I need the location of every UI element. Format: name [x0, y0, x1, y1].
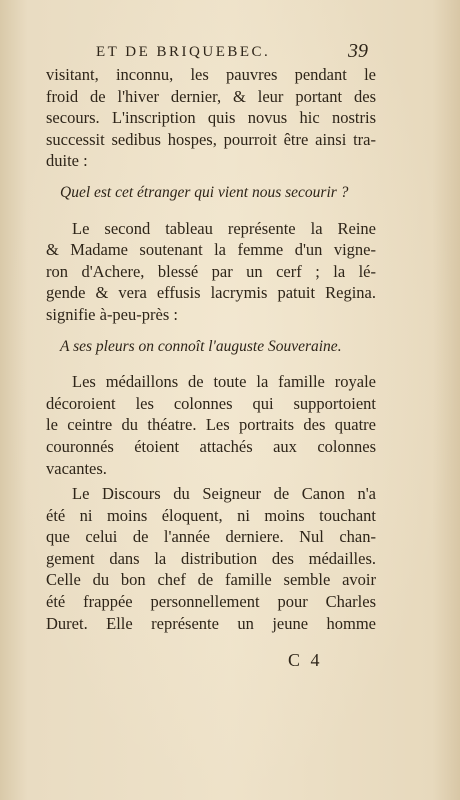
text-line: secours. L'inscription quis novus hic nostris: [46, 108, 376, 128]
text-line: Le Discours du Seigneur de Canon n'a: [72, 484, 376, 504]
text-line: successit sedibus hospes, pourroit être ainsi tra-: [46, 129, 376, 149]
text-line: duite :: [46, 151, 88, 171]
page-body: [46, 64, 376, 634]
text-line: gement dans la distribution des médailles.: [46, 548, 376, 568]
text-line: Les médaillons de toute la famille royale: [72, 372, 376, 392]
text-line: Celle du bon chef de famille semble avoir: [46, 570, 376, 590]
text-line: été frappée personnellement pour Charles: [46, 592, 376, 612]
text-line: ron d'Achere, blessé par un cerf ; la lé-: [46, 261, 376, 281]
text-line: que celui de l'année derniere. Nul chan-: [46, 527, 376, 547]
page-number: 39: [348, 40, 368, 62]
text-line: couronnés étoient attachés aux colonnes: [46, 436, 376, 456]
text-line: vacantes.: [46, 458, 107, 478]
text-line: Duret. Elle représente un jeune homme: [46, 613, 376, 633]
verse-translation-2: A ses pleurs on connoît l'auguste Souveraine.: [60, 337, 342, 355]
text-line: froid de l'hiver dernier, & leur portant des: [46, 86, 376, 106]
text-line: Le second tableau représente la Reine: [72, 218, 376, 238]
signature-mark: C 4: [288, 650, 323, 670]
text-line: décoroient les colonnes qui supportoient: [46, 393, 376, 413]
text-line: été ni moins éloquent, ni moins touchant: [46, 505, 376, 525]
running-title: ET DE BRIQUEBEC.: [96, 44, 271, 60]
text-line: le ceintre du théatre. Les portraits des quatre: [46, 415, 376, 435]
text-line: signifie à-peu-près :: [46, 304, 178, 324]
verse-translation-1: Quel est cet étranger qui vient nous secourir ?: [60, 183, 349, 201]
text-line: visitant, inconnu, les pauvres pendant le: [46, 65, 376, 84]
text-line: & Madame soutenant la femme d'un vigne-: [46, 240, 376, 260]
text-line: gende & vera effusis lacrymis patuit Regina.: [46, 283, 376, 303]
